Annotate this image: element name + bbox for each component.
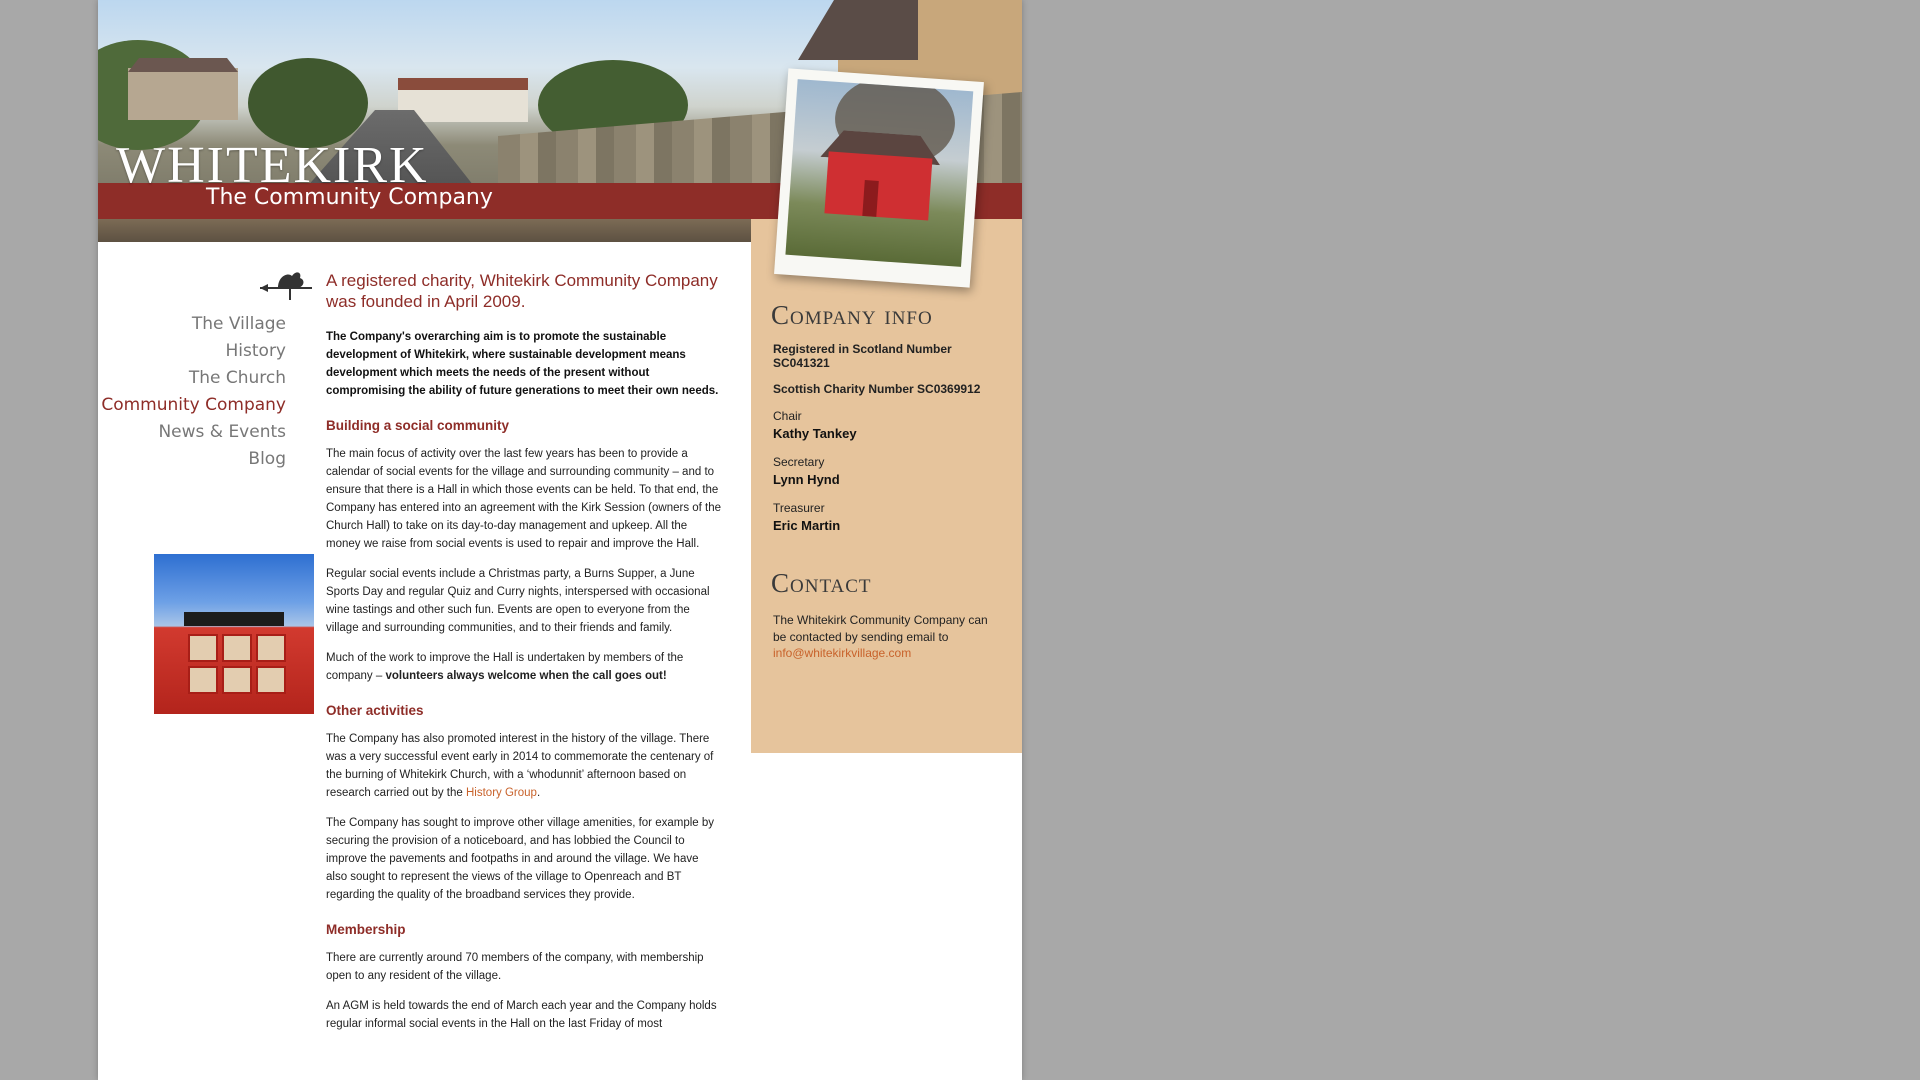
other-paragraph-2: The Company has sought to improve other village amenities, for example by securing the provision of a noticeboard, and has lobbied the Council to improve the pavements and footpaths in and around the village. We have also sought to represent the views of the village to Openreach and BT regarding the quality of the broadband services they provide.	[326, 817, 715, 901]
officer-role-secretary: Secretary	[773, 455, 825, 469]
section-heading-social: Building a social community	[326, 418, 510, 433]
page-container	[98, 0, 1022, 1080]
nav-item-news-events[interactable]: News & Events	[158, 422, 286, 442]
officer-name-treasurer: Eric Martin	[773, 518, 841, 533]
section-heading-other: Other activities	[326, 703, 424, 718]
membership-paragraph-1: There are currently around 70 members of the company, with membership open to any resident of the village.	[326, 952, 704, 982]
main-content	[326, 270, 722, 1045]
nav-item-the-church[interactable]: The Church	[188, 368, 286, 388]
contact-email-link[interactable]: info@whitekirkvillage.com	[773, 646, 912, 660]
phone-box-photo	[154, 554, 314, 714]
social-paragraph-1: The main focus of activity over the last few years has been to provide a calendar of social events for the village and surrounding community – and to ensure that there is a Hall in which those events can be held. To that end, the Company has entered into an agreement with the Kirk Session (owners of the Church Hall) to take on its day-to-day management and upkeep. All the money we raise from social events is used to repair and improve the Hall.	[326, 448, 722, 550]
social-paragraph-3: Much of the work to improve the Hall is undertaken by members of the company – volunteers always welcome when the call goes out!	[326, 652, 684, 682]
site-logo-subtitle: The Community Company	[206, 185, 493, 210]
company-info-heading: Company info	[771, 300, 933, 330]
officer-role-treasurer: Treasurer	[773, 501, 825, 515]
history-group-link[interactable]: History Group	[466, 787, 537, 799]
section-heading-membership: Membership	[326, 922, 406, 937]
page-intro-heading: A registered charity, Whitekirk Community Company was founded in April 2009.	[326, 271, 718, 311]
other-paragraph-1: The Company has also promoted interest in the history of the village. There was a very successful event early in 2014 to commemorate the centenary of the burning of Whitekirk Church, with a ‘whodunnit’ afternoon based on research carried out by the History Group.	[326, 733, 714, 799]
officer-name-secretary: Lynn Hynd	[773, 472, 840, 487]
weathervane-icon	[258, 266, 314, 302]
social-paragraph-2: Regular social events include a Christmas party, a Burns Supper, a June Sports Day and regular Quiz and Curry nights, interspersed with occasional wine tastings and other such fun. Events are open to everyone from the village and surrounding communities, and to their friends and family.	[326, 568, 710, 634]
site-logo-title[interactable]: WHITEKIRK	[116, 137, 429, 194]
officer-role-chair: Chair	[773, 409, 802, 423]
contact-text: The Whitekirk Community Company can be contacted by sending email to	[773, 613, 988, 644]
charity-number: Scottish Charity Number SC0369912	[773, 382, 981, 396]
membership-paragraph-2: An AGM is held towards the end of March each year and the Company holds regular informal social events in the Hall on the last Friday of most	[326, 1000, 717, 1030]
volunteers-callout: volunteers always welcome when the call goes out!	[385, 670, 667, 682]
contact-heading: Contact	[771, 568, 872, 598]
nav-item-history[interactable]: History	[225, 341, 286, 361]
polaroid-photo-red-hut	[774, 68, 984, 287]
officer-name-chair: Kathy Tankey	[773, 426, 857, 441]
registration-number: Registered in Scotland Number SC041321	[773, 342, 952, 370]
company-aim-paragraph: The Company's overarching aim is to promote the sustainable development of Whitekirk, where sustainable development means development which meets the needs of the present without compromising the ability of future generations to meet their own needs.	[326, 331, 719, 397]
nav-item-blog[interactable]: Blog	[248, 449, 286, 469]
nav-item-community-company[interactable]: Community Company	[101, 395, 286, 415]
nav-item-the-village[interactable]: The Village	[191, 314, 286, 334]
